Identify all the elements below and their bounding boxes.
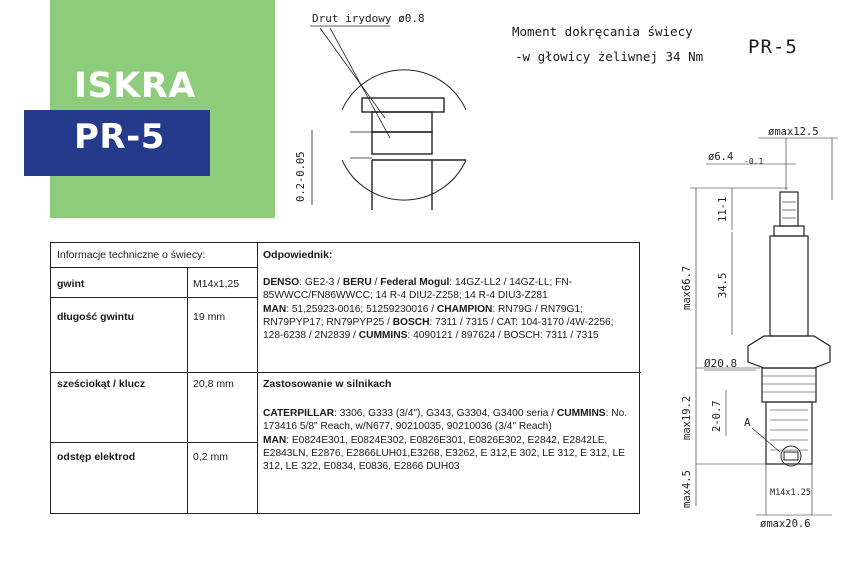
row-value-gap: 0,2 mm	[193, 451, 229, 463]
row-label-thread: gwint	[57, 278, 85, 290]
dim-shell: 2-0.7	[711, 400, 723, 432]
dim-thread-label: M14x1.25	[770, 488, 811, 498]
dim-terminal-length: 11-1	[717, 196, 729, 222]
row-label-gap: odstęp elektrod	[57, 451, 136, 463]
dim-tip-length: max4.5	[681, 470, 693, 508]
spec-table	[50, 242, 640, 514]
row-value-hex: 20,8 mm	[193, 378, 234, 390]
row-label-thread-length: długość gwintu	[57, 311, 134, 323]
dim-insulator-length: 34.5	[717, 272, 729, 298]
row-value-thread: M14x1,25	[193, 278, 240, 290]
dim-terminal-diameter: ø6.4	[708, 151, 734, 163]
equivalents-title: Odpowiednik:	[263, 249, 333, 261]
electrode-detail-drawing	[290, 0, 500, 220]
dim-max-diameter-top: ømax12.5	[768, 126, 819, 138]
equivalents-text: DENSO: GE2-3 / BERU / Federal Mogul: 14GZ-LL2 / 14GZ-LL; FN-85WWCC/FN86WWCC; 14 R-4 DIU2-Z258; 14 R-4 DIU3-Z281 MAN: 51,25923-0016; 51259230016 / CHAMPION: RN79G / RN79G1; RN79PYP17; RN79PYP25 / BOSCH: 7311 / 7315 / CAT: 104-3170 /4W-2256; 128-6238 / 2N2839 / CUMMINS: 4090121 / 897624 / BOSCH: 7311 / 7315	[263, 277, 614, 342]
model-title: PR-5	[74, 117, 165, 157]
table-divider-main	[257, 243, 258, 513]
dim-detail: A	[744, 416, 751, 429]
brand-title: ISKRA	[74, 66, 196, 106]
table-header: Informacje techniczne o świecy:	[57, 249, 206, 261]
gap-dim: 0.2-0.05	[295, 151, 307, 202]
application-text: CATERPILLAR: 3306, G333 (3/4"), G343, G3304, G3400 seria / CUMMINS: No. 173416 5/8" Reach, w/N677, 90210035, 90210036 (3/4" Reach) MAN: E0824E301, E0824E302, E0826E301, E0826E302, E2842, E2842LE, E2843LN, E2876, E2866LUH01,E3268, E3262, E 312,E 302, LE 312, E 312, LE 312, LE 322, E0834, E0836, E2866 DUH03	[263, 408, 628, 473]
dim-terminal-tol: -0.1	[744, 157, 764, 166]
dim-thread-length: max19.2	[681, 395, 693, 440]
dim-overall-length: max66.7	[681, 265, 693, 310]
torque-note-line2: -w głowicy żeliwnej 34 Nm	[515, 49, 704, 64]
row-label-hex: sześciokąt / klucz	[57, 378, 146, 390]
dim-max-diameter-bottom: ømax20.6	[760, 518, 811, 530]
drawing-model-label: PR-5	[748, 36, 798, 58]
brand-panel	[50, 0, 275, 218]
application-title: Zastosowanie w silnikach	[263, 378, 392, 390]
wire-label: Drut irydowy ø0.8	[312, 12, 425, 25]
dim-hex-diameter: Ø20.8	[704, 357, 738, 370]
table-divider-mid	[187, 267, 188, 513]
row-value-thread-length: 19 mm	[193, 311, 226, 323]
spark-plug-drawing	[660, 110, 847, 530]
torque-note-line1: Moment dokręcania świecy	[512, 24, 693, 39]
